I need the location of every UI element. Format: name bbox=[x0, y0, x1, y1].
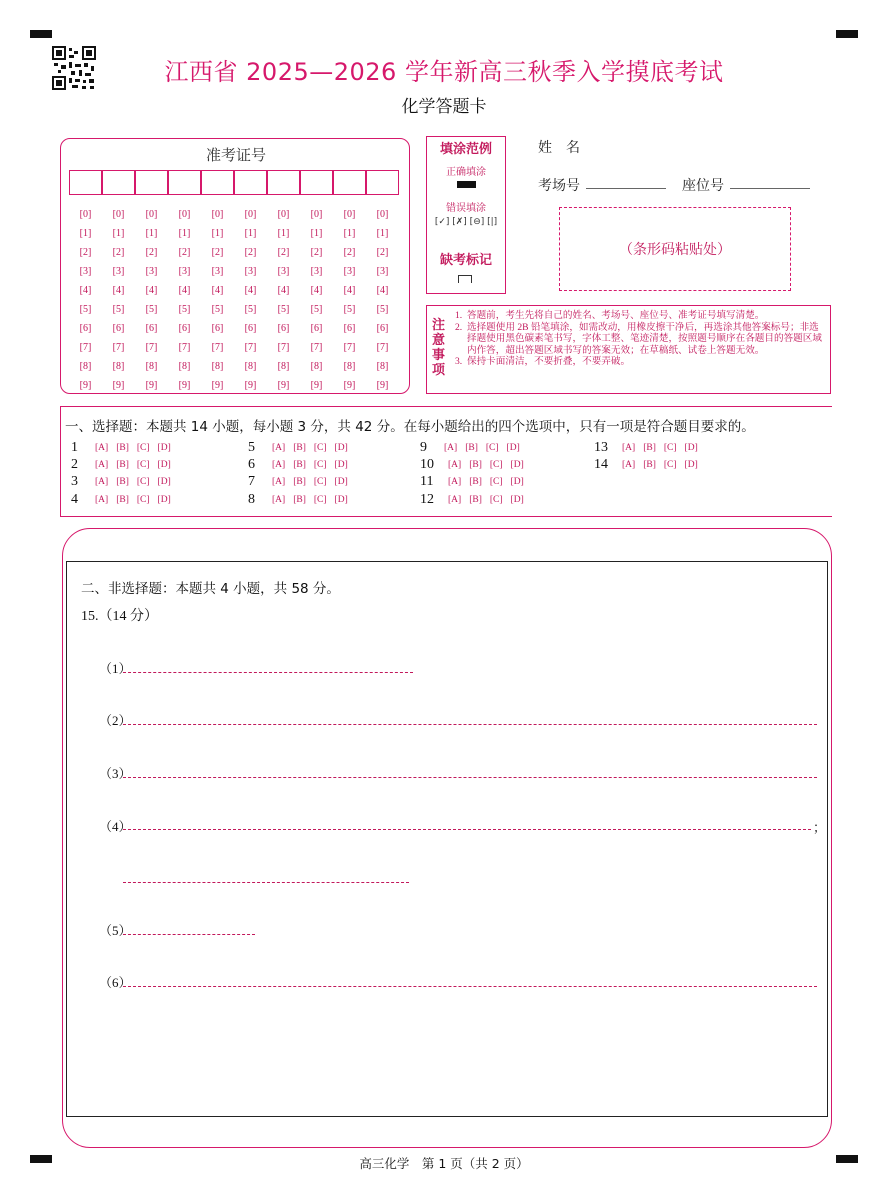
admission-digit-bubble[interactable]: [1] bbox=[112, 228, 125, 239]
barcode-label: （条形码粘贴处） bbox=[619, 242, 731, 258]
admission-digit-bubble[interactable]: [5] bbox=[79, 304, 92, 315]
admission-digit-bubble[interactable]: [4] bbox=[79, 285, 92, 296]
mc-option-bubble[interactable]: [A] bbox=[448, 494, 462, 505]
notice-item-text: 答题前，考生先将自己的姓名、考场号、座位号、准考证号填写清楚。 bbox=[467, 310, 765, 321]
mc-option-bubble[interactable]: [C] bbox=[485, 442, 499, 453]
mc-option-bubble[interactable]: [D] bbox=[506, 442, 520, 453]
admission-digit-bubble[interactable]: [6] bbox=[343, 323, 356, 334]
absent-mark-label: 缺考标记 bbox=[439, 253, 492, 268]
mc-option-bubble[interactable]: [B] bbox=[116, 442, 129, 453]
notice-item bbox=[455, 322, 827, 357]
admission-digit-bubble[interactable]: [1] bbox=[79, 228, 92, 239]
sub-question-label: （5） bbox=[99, 923, 132, 938]
mc-option-bubble[interactable]: [C] bbox=[136, 459, 150, 470]
admission-digit-bubble[interactable]: [7] bbox=[79, 342, 92, 353]
mc-option-bubble[interactable]: [B] bbox=[116, 494, 129, 505]
admission-digit-bubble[interactable]: [1] bbox=[277, 228, 290, 239]
mc-question bbox=[71, 456, 171, 473]
admission-digit-column bbox=[366, 205, 399, 395]
mc-question-number: 14 bbox=[594, 456, 608, 472]
sub-question-label: （4） bbox=[99, 819, 132, 834]
admission-digit-cell[interactable] bbox=[333, 170, 366, 195]
admission-digit-bubble[interactable]: [0] bbox=[376, 209, 389, 220]
mc-option-bubble[interactable]: [A] bbox=[622, 442, 636, 453]
admission-digit-bubble[interactable]: [8] bbox=[79, 361, 92, 372]
admission-digit-bubble[interactable]: [4] bbox=[145, 285, 158, 296]
mc-option-bubble[interactable]: [B] bbox=[293, 442, 306, 453]
admission-digit-bubble[interactable]: [8] bbox=[310, 361, 323, 372]
admission-digit-bubble[interactable]: [2] bbox=[343, 247, 356, 258]
admission-digit-column bbox=[333, 205, 366, 395]
mc-option-bubble[interactable]: [D] bbox=[334, 442, 348, 453]
admission-digit-bubble[interactable]: [6] bbox=[211, 323, 224, 334]
admission-digit-bubble[interactable]: [7] bbox=[277, 342, 290, 353]
mc-question-number: 8 bbox=[248, 491, 255, 507]
admission-digit-column bbox=[201, 205, 234, 395]
mc-option-bubble[interactable]: [C] bbox=[136, 476, 150, 487]
mc-option-bubble[interactable]: [A] bbox=[95, 494, 109, 505]
admission-digit-bubble[interactable]: [1] bbox=[211, 228, 224, 239]
mc-question-number: 5 bbox=[248, 439, 255, 455]
fill-example-title: 填涂范例 bbox=[439, 142, 492, 157]
admission-digit-bubble[interactable]: [7] bbox=[376, 342, 389, 353]
mc-question bbox=[594, 456, 698, 473]
admission-digit-bubble[interactable]: [4] bbox=[343, 285, 356, 296]
mc-question-number: 2 bbox=[71, 456, 78, 472]
admission-digit-bubble[interactable]: [2] bbox=[211, 247, 224, 258]
mc-option-bubble[interactable]: [A] bbox=[272, 476, 286, 487]
exam-room-label: 考场号 bbox=[538, 178, 580, 194]
admission-digit-bubble[interactable]: [2] bbox=[244, 247, 257, 258]
admission-digit-bubble[interactable]: [2] bbox=[79, 247, 92, 258]
mc-question bbox=[248, 491, 348, 508]
mc-option-bubble[interactable]: [A] bbox=[272, 442, 286, 453]
admission-digit-column bbox=[168, 205, 201, 395]
admission-number-box bbox=[60, 138, 410, 394]
admission-digit-bubble[interactable]: [6] bbox=[112, 323, 125, 334]
admission-digit-bubble[interactable]: [9] bbox=[112, 380, 125, 391]
admission-digit-bubble[interactable]: [8] bbox=[178, 361, 191, 372]
mc-question bbox=[420, 456, 524, 473]
mc-question bbox=[71, 473, 171, 490]
sub-question-2 bbox=[99, 710, 132, 729]
mc-question-number: 12 bbox=[420, 491, 434, 507]
mc-option-bubble[interactable]: [B] bbox=[465, 442, 478, 453]
mc-option-bubble[interactable]: [A] bbox=[448, 476, 462, 487]
sub-question-label: （1） bbox=[99, 661, 132, 676]
admission-digit-bubble[interactable]: [8] bbox=[376, 361, 389, 372]
admission-digit-bubble[interactable]: [9] bbox=[310, 380, 323, 391]
admission-digit-bubble[interactable]: [0] bbox=[112, 209, 125, 220]
admission-digit-bubble[interactable]: [9] bbox=[343, 380, 356, 391]
mc-option-bubble[interactable]: [B] bbox=[643, 459, 656, 470]
notice-item-text: 选择题使用 2B 铅笔填涂，如需改动，用橡皮擦干净后，再选涂其他答案标号；非选择题使用黑色碳素笔书写，字体工整、笔迹清楚，按照题号顺序在各题目的答题区域内作答，超出答题区域书写的答案无效；在草稿纸、试卷上答题无效。 bbox=[467, 321, 822, 356]
mc-option-bubble[interactable]: [D] bbox=[334, 494, 348, 505]
admission-digit-bubble[interactable]: [8] bbox=[112, 361, 125, 372]
exam-title: 江西省 2025—2026 学年新高三秋季入学摸底考试 bbox=[164, 58, 724, 86]
mc-question bbox=[71, 491, 171, 508]
free-response-heading: 二、非选择题：本题共 4 小题，共 58 分。 bbox=[81, 581, 340, 597]
admission-digit-bubble[interactable]: [8] bbox=[277, 361, 290, 372]
mc-option-bubble[interactable]: [C] bbox=[489, 476, 503, 487]
absent-mark-box[interactable] bbox=[458, 275, 472, 283]
admission-digit-cell[interactable] bbox=[300, 170, 333, 195]
mc-option-bubble[interactable]: [D] bbox=[510, 459, 524, 470]
mc-option-bubble[interactable]: [A] bbox=[95, 442, 109, 453]
admission-digit-column bbox=[135, 205, 168, 395]
page-footer: 高三化学 第 1 页（共 2 页） bbox=[359, 1156, 529, 1171]
admission-digit-bubble[interactable]: [6] bbox=[244, 323, 257, 334]
admission-digit-cell[interactable] bbox=[69, 170, 102, 195]
admission-digit-cell[interactable] bbox=[267, 170, 300, 195]
admission-digit-cell[interactable] bbox=[201, 170, 234, 195]
mc-option-bubble[interactable]: [C] bbox=[136, 442, 150, 453]
sub-question-label: （3） bbox=[99, 766, 132, 781]
admission-digit-bubble[interactable]: [5] bbox=[310, 304, 323, 315]
admission-digit-bubble[interactable]: [0] bbox=[310, 209, 323, 220]
admission-digit-bubble[interactable]: [9] bbox=[145, 380, 158, 391]
sub-question-4 bbox=[99, 816, 132, 835]
admission-digit-bubble[interactable]: [4] bbox=[277, 285, 290, 296]
admission-digit-bubble[interactable]: [3] bbox=[277, 266, 290, 277]
mc-question-number: 4 bbox=[71, 491, 78, 507]
barcode-area bbox=[559, 207, 791, 291]
admission-digit-bubble[interactable]: [9] bbox=[211, 380, 224, 391]
admission-digit-bubble[interactable]: [7] bbox=[178, 342, 191, 353]
notice-side-label: 注意事项 bbox=[432, 318, 446, 378]
answer-line[interactable] bbox=[123, 724, 817, 725]
sub-question-3 bbox=[99, 763, 132, 782]
admission-digit-bubble[interactable]: [2] bbox=[178, 247, 191, 258]
seat-field[interactable] bbox=[730, 188, 810, 189]
sub-question-label: （6） bbox=[99, 975, 132, 990]
mc-option-bubble[interactable]: [C] bbox=[489, 494, 503, 505]
admission-digit-bubble[interactable]: [0] bbox=[343, 209, 356, 220]
admission-digit-bubble[interactable]: [9] bbox=[277, 380, 290, 391]
admission-digit-bubble[interactable]: [5] bbox=[244, 304, 257, 315]
sub-question-1 bbox=[99, 658, 132, 677]
mc-option-bubble[interactable]: [D] bbox=[684, 442, 698, 453]
correct-fill-label: 正确填涂 bbox=[446, 167, 486, 178]
mc-question bbox=[420, 473, 524, 490]
mc-option-bubble[interactable]: [C] bbox=[663, 459, 677, 470]
mc-option-bubble[interactable]: [D] bbox=[157, 494, 171, 505]
admission-digit-bubble[interactable]: [2] bbox=[376, 247, 389, 258]
admission-digit-bubble[interactable]: [1] bbox=[376, 228, 389, 239]
admission-digit-column bbox=[69, 205, 102, 395]
admission-digit-column bbox=[267, 205, 300, 395]
sub-question-5 bbox=[99, 920, 132, 939]
admission-digit-bubble[interactable]: [1] bbox=[244, 228, 257, 239]
admission-digit-bubble[interactable]: [4] bbox=[178, 285, 191, 296]
answer-line[interactable] bbox=[123, 934, 255, 935]
sub-question-label: （2） bbox=[99, 713, 132, 728]
exam-room-field[interactable] bbox=[586, 188, 666, 189]
admission-digit-bubble[interactable]: [5] bbox=[376, 304, 389, 315]
mc-option-bubble[interactable]: [B] bbox=[469, 476, 482, 487]
mc-option-bubble[interactable]: [C] bbox=[313, 476, 327, 487]
mc-option-bubble[interactable]: [C] bbox=[489, 459, 503, 470]
notice-item-number: 1. bbox=[455, 310, 463, 321]
mc-option-bubble[interactable]: [A] bbox=[444, 442, 458, 453]
admission-number-title: 准考证号 bbox=[205, 146, 266, 164]
admission-digit-bubble[interactable]: [7] bbox=[211, 342, 224, 353]
admission-digit-bubble[interactable]: [3] bbox=[112, 266, 125, 277]
answer-line[interactable] bbox=[123, 986, 817, 987]
notice-item-number: 3. bbox=[455, 356, 463, 368]
mc-option-bubble[interactable]: [D] bbox=[157, 476, 171, 487]
mc-question-number: 11 bbox=[420, 473, 434, 489]
multiple-choice-section bbox=[60, 406, 832, 517]
mc-question-number: 3 bbox=[71, 473, 78, 489]
admission-digit-bubble[interactable]: [7] bbox=[112, 342, 125, 353]
sub-question-6 bbox=[99, 972, 132, 991]
admission-digit-bubble[interactable]: [6] bbox=[277, 323, 290, 334]
admission-digit-bubble[interactable]: [5] bbox=[343, 304, 356, 315]
admission-digit-bubble[interactable]: [0] bbox=[277, 209, 290, 220]
admission-digit-bubble[interactable]: [4] bbox=[211, 285, 224, 296]
mc-question-number: 10 bbox=[420, 456, 434, 472]
mc-question bbox=[248, 456, 348, 473]
admission-digit-bubble[interactable]: [6] bbox=[79, 323, 92, 334]
mc-option-bubble[interactable]: [B] bbox=[116, 476, 129, 487]
admission-digit-bubble[interactable]: [4] bbox=[112, 285, 125, 296]
fill-example-box bbox=[426, 136, 506, 294]
question-15-title: 15.（14 分） bbox=[81, 609, 158, 624]
mc-question-number: 7 bbox=[248, 473, 255, 489]
mc-question-number: 1 bbox=[71, 439, 78, 455]
admission-digit-bubble[interactable]: [3] bbox=[145, 266, 158, 277]
admission-digit-bubble[interactable]: [1] bbox=[343, 228, 356, 239]
admission-digit-bubble[interactable]: [6] bbox=[310, 323, 323, 334]
admission-digit-bubble[interactable]: [6] bbox=[178, 323, 191, 334]
answer-sheet-subtitle: 化学答题卡 bbox=[401, 97, 487, 117]
mc-option-bubble[interactable]: [B] bbox=[469, 494, 482, 505]
admission-digit-bubble[interactable]: [0] bbox=[178, 209, 191, 220]
admission-digit-bubble[interactable]: [8] bbox=[145, 361, 158, 372]
mc-option-bubble[interactable]: [A] bbox=[272, 459, 286, 470]
admission-digit-cell[interactable] bbox=[135, 170, 168, 195]
mc-option-bubble[interactable]: [B] bbox=[643, 442, 656, 453]
admission-digit-bubble[interactable]: [9] bbox=[178, 380, 191, 391]
admission-digit-bubble[interactable]: [0] bbox=[145, 209, 158, 220]
notice-item bbox=[455, 310, 827, 322]
mc-option-bubble[interactable]: [B] bbox=[469, 459, 482, 470]
admission-digit-bubble[interactable]: [5] bbox=[178, 304, 191, 315]
admission-digit-bubble[interactable]: [2] bbox=[145, 247, 158, 258]
admission-digit-bubble[interactable]: [4] bbox=[244, 285, 257, 296]
mc-question bbox=[71, 439, 171, 456]
answer-area bbox=[66, 561, 828, 1117]
admission-digit-bubble[interactable]: [4] bbox=[310, 285, 323, 296]
admission-number-cells bbox=[69, 170, 399, 195]
mc-option-bubble[interactable]: [B] bbox=[293, 459, 306, 470]
admission-digit-bubble[interactable]: [3] bbox=[211, 266, 224, 277]
admission-digit-bubble[interactable]: [0] bbox=[244, 209, 257, 220]
admission-digit-bubble[interactable]: [6] bbox=[376, 323, 389, 334]
admission-digit-bubble[interactable]: [6] bbox=[145, 323, 158, 334]
answer-line[interactable] bbox=[123, 829, 811, 830]
notice-item-text: 保持卡面清洁，不要折叠，不要弄破。 bbox=[467, 356, 631, 368]
admission-digit-bubble[interactable]: [1] bbox=[145, 228, 158, 239]
admission-digit-bubble[interactable]: [9] bbox=[244, 380, 257, 391]
admission-digit-cell[interactable] bbox=[234, 170, 267, 195]
mc-option-bubble[interactable]: [C] bbox=[313, 442, 327, 453]
seat-label: 座位号 bbox=[682, 178, 724, 194]
admission-digit-bubble[interactable]: [0] bbox=[211, 209, 224, 220]
mc-option-bubble[interactable]: [A] bbox=[448, 459, 462, 470]
mc-option-bubble[interactable]: [D] bbox=[157, 442, 171, 453]
answer-line[interactable] bbox=[123, 882, 409, 883]
admission-digit-bubble[interactable]: [8] bbox=[244, 361, 257, 372]
admission-digit-bubble[interactable]: [5] bbox=[145, 304, 158, 315]
mc-option-bubble[interactable]: [C] bbox=[136, 494, 150, 505]
admission-digit-bubble[interactable]: [7] bbox=[310, 342, 323, 353]
notice-box bbox=[426, 305, 831, 394]
admission-digit-bubble[interactable]: [9] bbox=[79, 380, 92, 391]
admission-digit-bubble[interactable]: [5] bbox=[112, 304, 125, 315]
admission-digit-bubble[interactable]: [5] bbox=[277, 304, 290, 315]
registration-mark-top-left bbox=[30, 30, 52, 38]
answer-line[interactable] bbox=[123, 777, 817, 778]
admission-digit-bubble[interactable]: [7] bbox=[145, 342, 158, 353]
admission-digit-bubble[interactable]: [0] bbox=[79, 209, 92, 220]
mc-option-bubble[interactable]: [D] bbox=[334, 476, 348, 487]
notice-item bbox=[455, 356, 827, 368]
mc-option-bubble[interactable]: [D] bbox=[334, 459, 348, 470]
mc-option-bubble[interactable]: [D] bbox=[510, 476, 524, 487]
admission-digit-bubble[interactable]: [2] bbox=[277, 247, 290, 258]
mc-option-bubble[interactable]: [A] bbox=[622, 459, 636, 470]
multiple-choice-heading: 一、选择题：本题共 14 小题，每小题 3 分，共 42 分。在每小题给出的四个选项中，只有一项是符合题目要求的。 bbox=[65, 419, 755, 435]
mc-question bbox=[248, 439, 348, 456]
mc-question bbox=[420, 491, 524, 508]
mc-question bbox=[594, 439, 698, 456]
answer-line[interactable] bbox=[123, 672, 413, 673]
admission-digit-bubble[interactable]: [8] bbox=[343, 361, 356, 372]
admission-digit-bubble[interactable]: [3] bbox=[178, 266, 191, 277]
admission-digit-cell[interactable] bbox=[366, 170, 399, 195]
admission-digit-bubble[interactable]: [2] bbox=[112, 247, 125, 258]
admission-digit-bubble[interactable]: [3] bbox=[343, 266, 356, 277]
mc-option-bubble[interactable]: [D] bbox=[684, 459, 698, 470]
mc-option-bubble[interactable]: [B] bbox=[116, 459, 129, 470]
admission-digit-bubble[interactable]: [3] bbox=[244, 266, 257, 277]
mc-option-bubble[interactable]: [B] bbox=[293, 494, 306, 505]
wrong-fill-label: 错误填涂 bbox=[446, 203, 486, 214]
admission-digit-bubble[interactable]: [7] bbox=[244, 342, 257, 353]
mc-option-bubble[interactable]: [A] bbox=[95, 459, 109, 470]
mc-option-bubble[interactable]: [C] bbox=[313, 459, 327, 470]
mc-question bbox=[420, 439, 520, 456]
mc-question-number: 9 bbox=[420, 439, 427, 455]
notice-item-number: 2. bbox=[455, 321, 463, 333]
admission-digit-bubble[interactable]: [9] bbox=[376, 380, 389, 391]
admission-digit-column bbox=[300, 205, 333, 395]
name-label: 姓 名 bbox=[538, 140, 580, 156]
admission-digit-cell[interactable] bbox=[168, 170, 201, 195]
admission-digit-bubble[interactable]: [2] bbox=[310, 247, 323, 258]
admission-digit-column bbox=[234, 205, 267, 395]
mc-question-number: 13 bbox=[594, 439, 608, 455]
mc-question bbox=[248, 473, 348, 490]
admission-digit-bubble[interactable]: [5] bbox=[211, 304, 224, 315]
admission-digit-cell[interactable] bbox=[102, 170, 135, 195]
correct-fill-sample bbox=[457, 181, 476, 188]
mc-question-number: 6 bbox=[248, 456, 255, 472]
admission-digit-bubble[interactable]: [4] bbox=[376, 285, 389, 296]
admission-digit-bubble[interactable]: [1] bbox=[310, 228, 323, 239]
admission-digit-bubble[interactable]: [3] bbox=[376, 266, 389, 277]
admission-digit-bubble[interactable]: [8] bbox=[211, 361, 224, 372]
admission-digit-bubble[interactable]: [7] bbox=[343, 342, 356, 353]
mc-option-bubble[interactable]: [D] bbox=[157, 459, 171, 470]
admission-digit-bubble[interactable]: [3] bbox=[310, 266, 323, 277]
semicolon-mark: ； bbox=[813, 821, 827, 836]
wrong-fill-samples: [✓] [✗] [⊖] [|] bbox=[434, 217, 498, 227]
mc-option-bubble[interactable]: [D] bbox=[510, 494, 524, 505]
notice-items bbox=[455, 310, 827, 368]
mc-option-bubble[interactable]: [C] bbox=[663, 442, 677, 453]
admission-digit-column bbox=[102, 205, 135, 395]
admission-digit-bubble[interactable]: [3] bbox=[79, 266, 92, 277]
mc-option-bubble[interactable]: [C] bbox=[313, 494, 327, 505]
mc-option-bubble[interactable]: [A] bbox=[272, 494, 286, 505]
registration-mark-top-right bbox=[836, 30, 858, 38]
mc-option-bubble[interactable]: [A] bbox=[95, 476, 109, 487]
admission-digit-bubble[interactable]: [1] bbox=[178, 228, 191, 239]
mc-option-bubble[interactable]: [B] bbox=[293, 476, 306, 487]
